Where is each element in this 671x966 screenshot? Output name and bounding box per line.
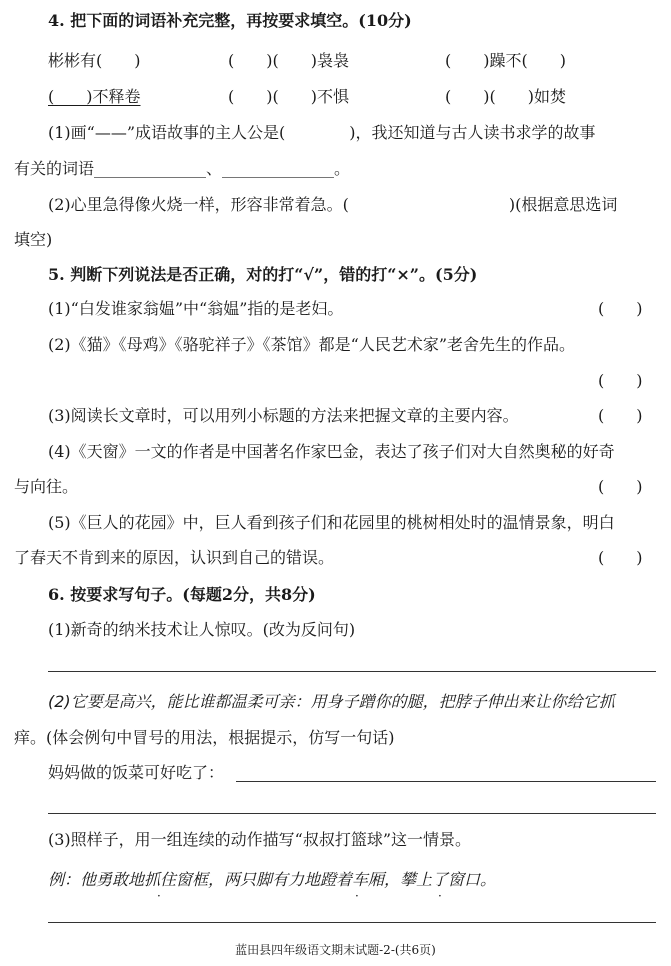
q6-sub2-line2: 痒。(体会例句中冒号的用法，根据提示，仿写一句话) bbox=[14, 728, 395, 747]
q6-sub1: (1)新奇的纳米技术让人惊叹。(改为反问句) bbox=[48, 620, 356, 639]
q4-word-6: ( )( )如焚 bbox=[445, 87, 566, 106]
q4-word-1: 彬彬有( ) bbox=[48, 51, 141, 70]
q4-word-4: ( )不释卷 bbox=[48, 87, 141, 106]
emphasis-dot: · bbox=[355, 889, 359, 903]
q4-word-5: ( )( )不惧 bbox=[228, 87, 349, 106]
q5-item-5-line1: (5)《巨人的花园》中，巨人看到孩子们和花园里的桃树相处时的温情景象，明白 bbox=[48, 513, 615, 532]
q5-item-4-line1: (4)《天窗》一文的作者是中国著名作家巴金，表达了孩子们对大自然奥秘的好奇 bbox=[48, 442, 615, 461]
q6-answer-line-4[interactable] bbox=[48, 922, 656, 923]
q5-item-3: (3)阅读长文章时，可以用列小标题的方法来把握文章的主要内容。 bbox=[48, 406, 519, 425]
q6-sub3: (3)照样子，用一组连续的动作描写“叔叔打篮球”这一情景。 bbox=[48, 830, 472, 849]
q6-answer-line-1[interactable] bbox=[48, 671, 656, 672]
q5-answer-5[interactable]: ( ) bbox=[598, 548, 643, 567]
q6-sub3-example: 例：他勇敢地抓住窗框，两只脚有力地蹬着车厢，攀上了窗口。 bbox=[48, 870, 497, 889]
q5-answer-1[interactable]: ( ) bbox=[598, 299, 643, 318]
q5-item-5-line2: 了春天不肯到来的原因，认识到自己的错误。 bbox=[14, 548, 335, 567]
q6-answer-line-3[interactable] bbox=[48, 813, 656, 814]
q4-sub1-line1: (1)画“——”成语故事的主人公是( )，我还知道与古人读书求学的故事 bbox=[48, 123, 596, 142]
q6-sub2-prompt: 妈妈做的饭菜可好吃了： bbox=[48, 763, 225, 782]
q4-title: 4. 把下面的词语补充完整，再按要求填空。(10分) bbox=[48, 11, 412, 30]
q5-title: 5. 判断下列说法是否正确，对的打“√”，错的打“×”。(5分) bbox=[48, 265, 478, 284]
q6-answer-line-2[interactable] bbox=[236, 781, 656, 782]
q5-item-4-line2: 与向往。 bbox=[14, 477, 79, 496]
q4-word-2: ( )( )袅袅 bbox=[228, 51, 349, 70]
emphasis-dot: · bbox=[157, 889, 161, 903]
q5-answer-2[interactable]: ( ) bbox=[598, 371, 643, 390]
q5-answer-4[interactable]: ( ) bbox=[598, 477, 643, 496]
q4-sub2-line2: 填空) bbox=[14, 230, 53, 249]
q6-sub2-line1: (2)它要是高兴，能比谁都温柔可亲：用身子蹭你的腿，把脖子伸出来让你给它抓 bbox=[48, 692, 615, 711]
q4-sub1-line2: 有关的词语______________、______________。 bbox=[14, 159, 351, 178]
page-footer: 蓝田县四年级语文期末试题-2-(共6页) bbox=[235, 943, 436, 957]
q5-item-1: (1)“白发谁家翁媪”中“翁媪”指的是老妇。 bbox=[48, 299, 344, 318]
emphasis-dot: · bbox=[438, 889, 442, 903]
q4-word-3: ( )躁不( ) bbox=[445, 51, 566, 70]
q6-title: 6. 按要求写句子。(每题2分，共8分) bbox=[48, 585, 316, 604]
q4-sub2-line1: (2)心里急得像火烧一样，形容非常着急。( )(根据意思选词 bbox=[48, 195, 618, 214]
q5-item-2: (2)《猫》《母鸡》《骆驼祥子》《茶馆》都是“人民艺术家”老舍先生的作品。 bbox=[48, 335, 576, 354]
q5-answer-3[interactable]: ( ) bbox=[598, 406, 643, 425]
